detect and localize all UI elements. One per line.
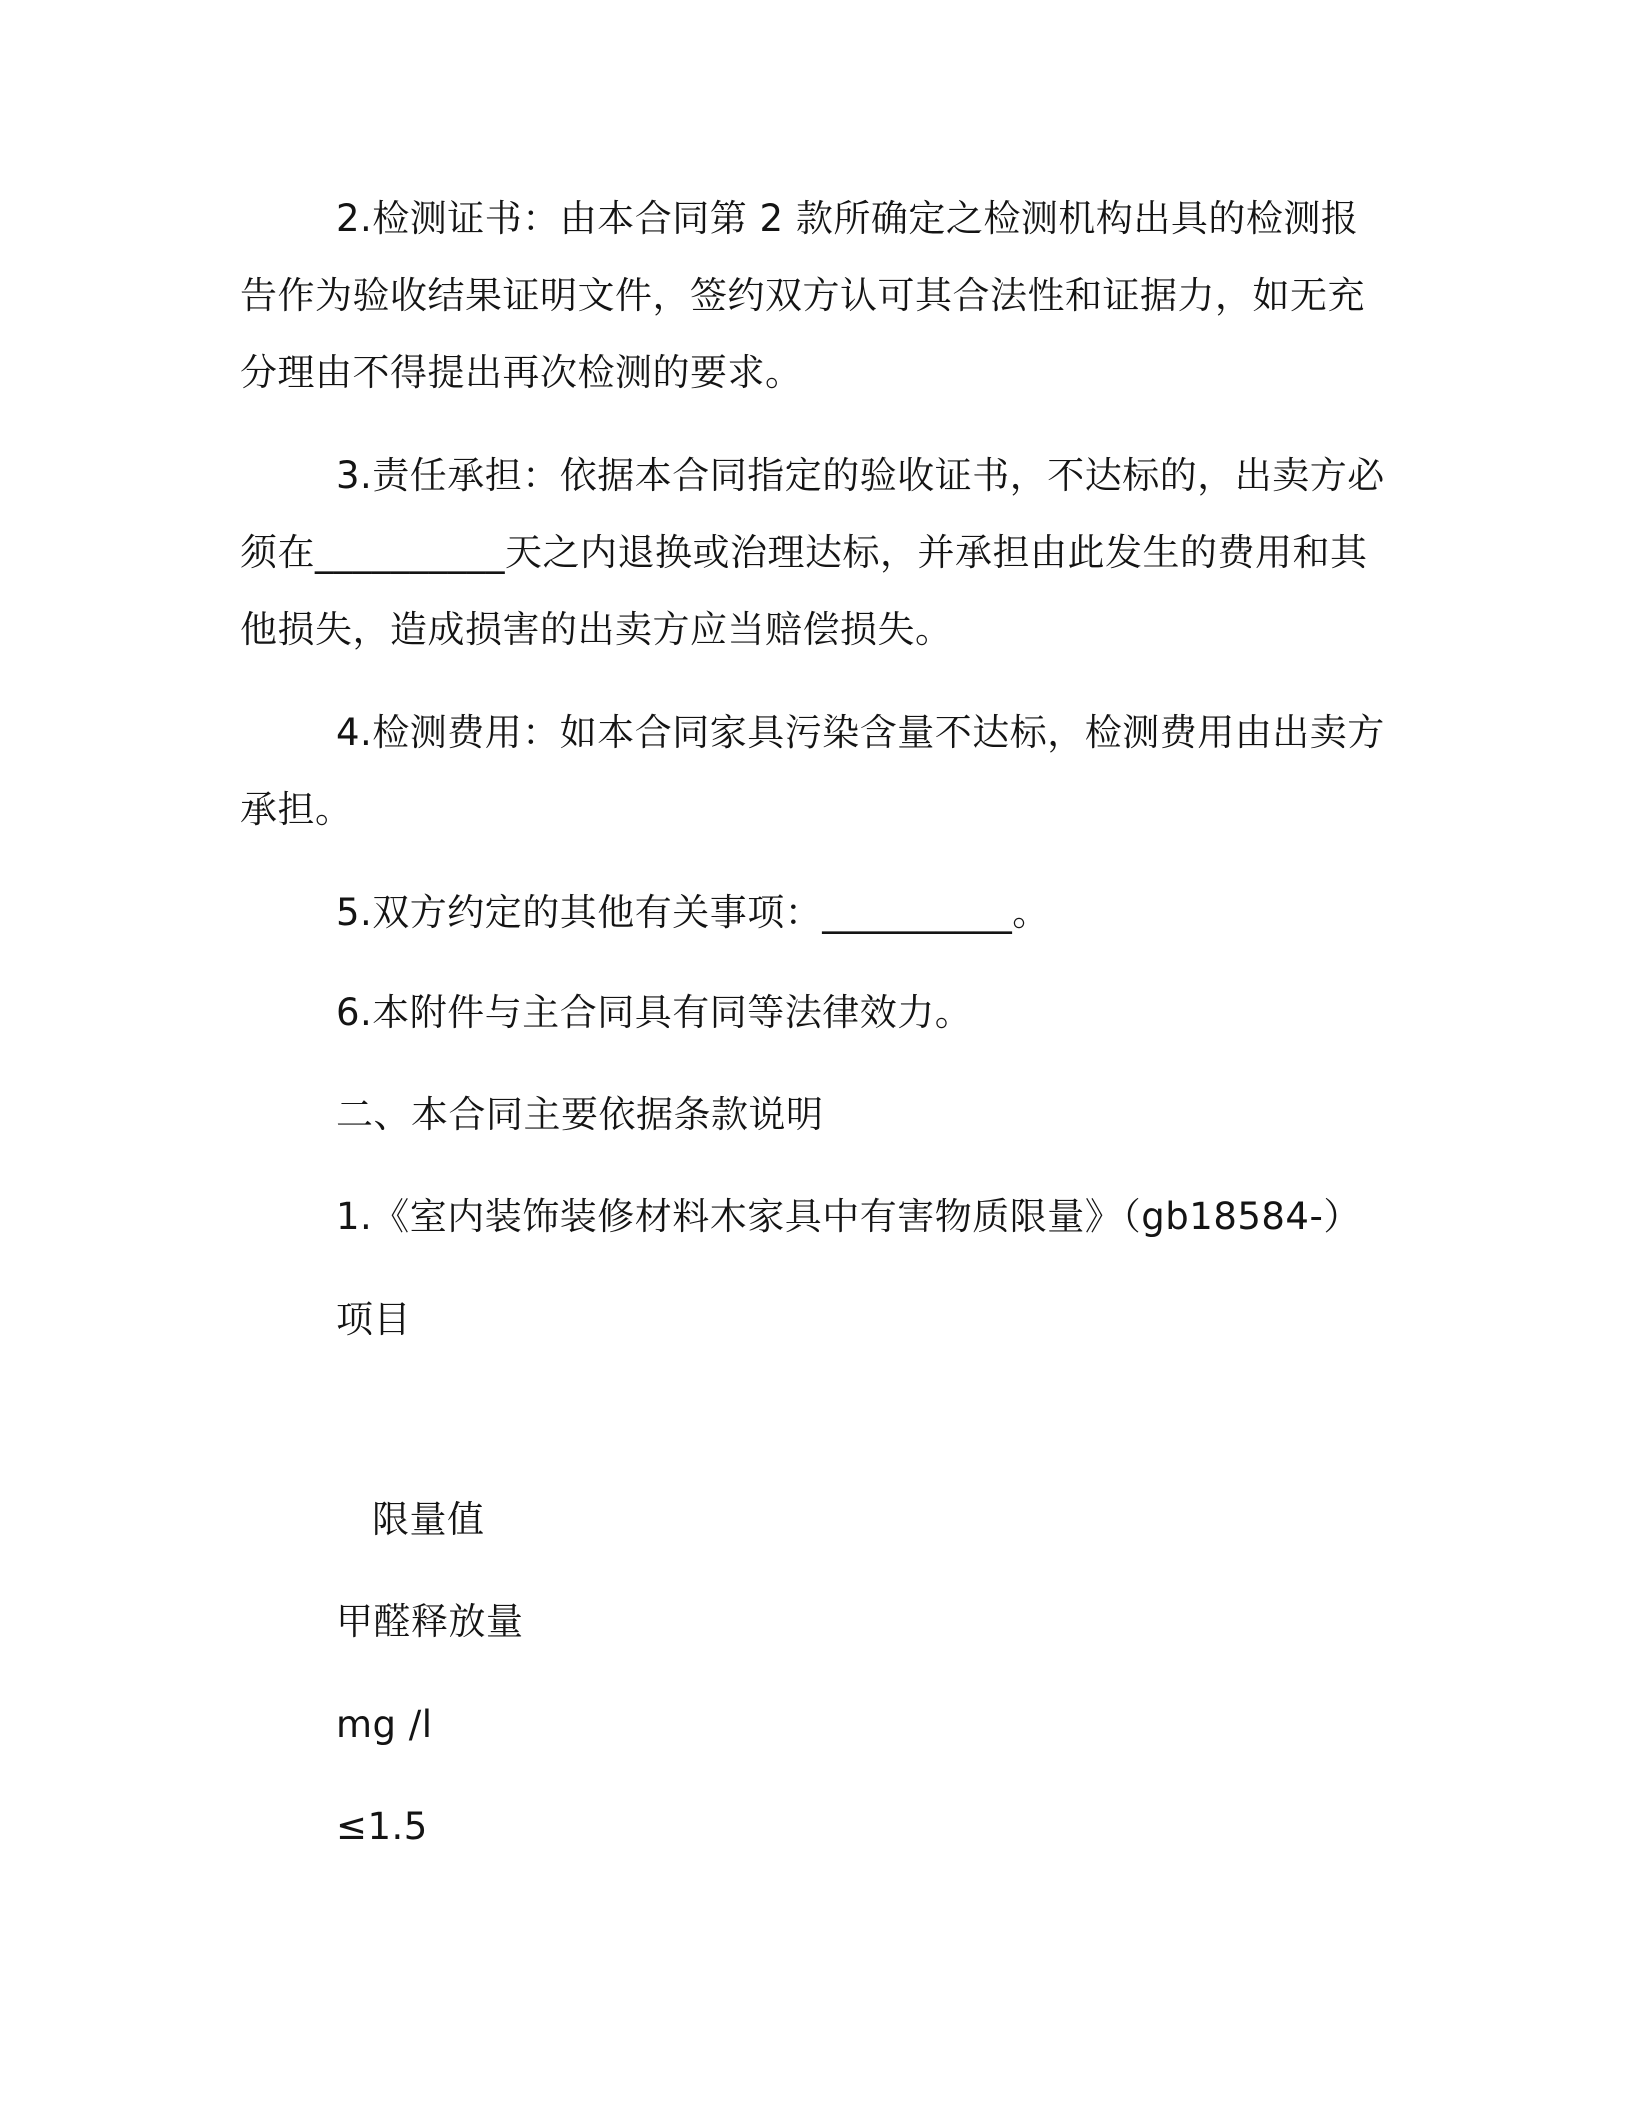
table-header-limit: 限量值 xyxy=(372,1498,485,1541)
table-row-value: ≤1.5 xyxy=(336,1805,428,1848)
table-row-name: 甲醛释放量 xyxy=(336,1600,524,1643)
clause-6-paragraph: 6.本附件与主合同具有同等法律效力。 xyxy=(336,991,973,1034)
clause-3-paragraph: 3.责任承担：依据本合同指定的验收证书，不达标的，出卖方必须在__________天之内退换或治理达标，并承担由此发生的费用和其他损失，造成损害的出卖方应当赔偿损失。 xyxy=(240,454,1385,651)
section-heading: 二、本合同主要依据条款说明 xyxy=(336,1093,824,1136)
standard-reference: 1.《室内装饰装修材料木家具中有害物质限量》（gb18584-） xyxy=(336,1195,1361,1238)
clause-4-paragraph: 4.检测费用：如本合同家具污染含量不达标，检测费用由出卖方承担。 xyxy=(240,711,1385,831)
table-row-unit: mg /l xyxy=(336,1703,433,1746)
clause-2-paragraph: 2.检测证书：由本合同第 2 款所确定之检测机构出具的检测报告作为验收结果证明文件，签约双方认可其合法性和证据力，如无充分理由不得提出再次检测的要求。 xyxy=(240,197,1365,394)
table-header-item: 项目 xyxy=(336,1298,411,1341)
clause-5-paragraph: 5.双方约定的其他有关事项：__________。 xyxy=(336,891,1050,934)
